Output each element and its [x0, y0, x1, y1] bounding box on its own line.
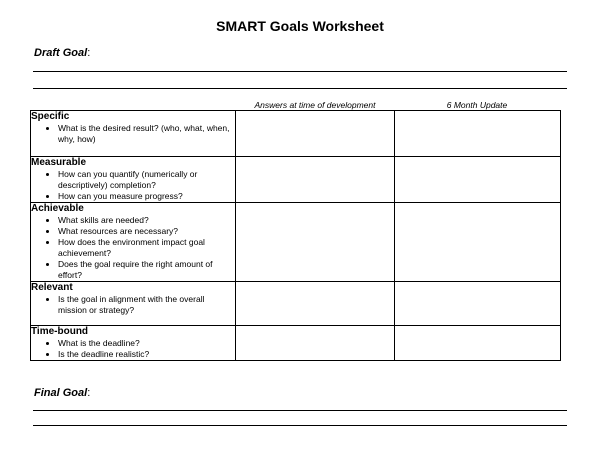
category-questions-measurable [31, 169, 235, 202]
final-goal-line-2[interactable] [33, 425, 567, 426]
answer-cell-relevant-development[interactable] [236, 282, 395, 326]
question-item: • Is the deadline realistic? [58, 349, 235, 360]
answer-cell-measurable-6-month[interactable] [395, 157, 561, 203]
category-title-achievable: Achievable [31, 203, 84, 214]
category-questions-achievable [31, 215, 235, 281]
draft-goal-label-colon: : [87, 47, 91, 59]
question-item: • How does the environment impact goal achievement? [58, 237, 235, 259]
category-questions-time-bound [31, 338, 235, 360]
draft-goal-label-text: Draft Goal [34, 47, 88, 59]
question-item: • Does the goal require the right amount of effort? [58, 259, 235, 281]
draft-goal-line-2[interactable] [33, 88, 567, 89]
question-item: • Is the goal in alignment with the overall mission or strategy? [58, 294, 235, 316]
answer-cell-specific-development[interactable] [236, 111, 395, 157]
category-cell-specific [31, 111, 236, 157]
final-goal-label-text: Final Goal [34, 387, 88, 399]
category-cell-time-bound [31, 326, 236, 361]
question-item: • What skills are needed? [58, 215, 235, 226]
table-row-measurable [31, 157, 561, 203]
draft-goal-line-1[interactable] [33, 71, 567, 72]
category-title-time-bound: Time-bound [31, 326, 89, 337]
answer-cell-specific-6-month[interactable] [395, 111, 561, 157]
question-item: • What is the deadline? [58, 338, 235, 349]
table-row-time-bound [31, 326, 561, 361]
final-goal-label [34, 387, 90, 399]
question-item: • What resources are necessary? [58, 226, 235, 237]
table-row-specific [31, 111, 561, 157]
answer-cell-achievable-6-month[interactable] [395, 203, 561, 282]
draft-goal-label [34, 47, 90, 59]
answer-cell-achievable-development[interactable] [236, 203, 395, 282]
worksheet-title: SMART Goals Worksheet [216, 18, 384, 34]
category-title-specific: Specific [31, 111, 70, 122]
category-title-measurable: Measurable [31, 157, 87, 168]
smart-goals-table [30, 110, 561, 361]
question-item: • What is the desired result? (who, what, when, why, how) [58, 123, 235, 145]
question-item: • How can you quantify (numerically or descriptively) completion? [58, 169, 235, 191]
question-item: • How can you measure progress? [58, 191, 235, 202]
answer-cell-time-bound-6-month[interactable] [395, 326, 561, 361]
table-row-relevant [31, 282, 561, 326]
category-cell-measurable [31, 157, 236, 203]
final-goal-label-colon: : [87, 387, 91, 399]
category-cell-relevant [31, 282, 236, 326]
final-goal-line-1[interactable] [33, 410, 567, 411]
answer-cell-measurable-development[interactable] [236, 157, 395, 203]
category-cell-achievable [31, 203, 236, 282]
column-header-answers: Answers at time of development [254, 100, 376, 110]
answer-cell-time-bound-development[interactable] [236, 326, 395, 361]
answer-cell-relevant-6-month[interactable] [395, 282, 561, 326]
category-questions-specific [31, 123, 235, 145]
category-title-relevant: Relevant [31, 282, 73, 293]
table-row-achievable [31, 203, 561, 282]
category-questions-relevant [31, 294, 235, 316]
column-header-6-month-update: 6 Month Update [446, 100, 508, 110]
